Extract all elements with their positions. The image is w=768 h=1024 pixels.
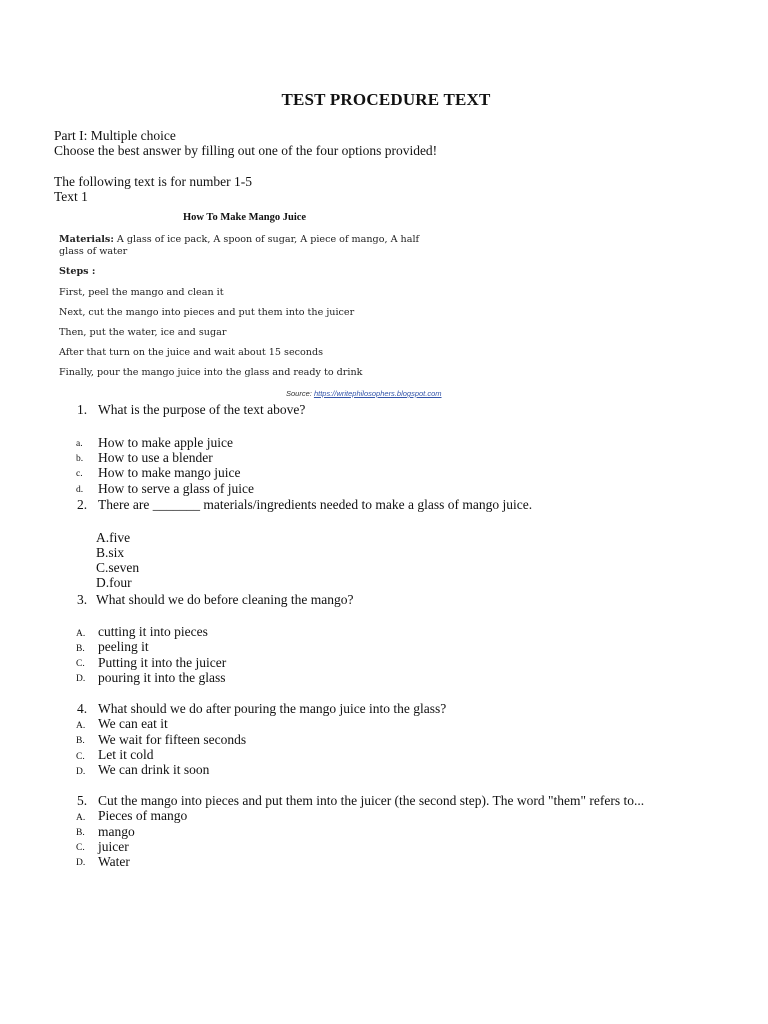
- question-number: 5.: [77, 793, 88, 808]
- option-letter: B.: [76, 644, 85, 654]
- option-text[interactable]: pouring it into the glass: [98, 670, 226, 685]
- part-heading: Part I: Multiple choice: [54, 128, 176, 143]
- option-text[interactable]: D.four: [96, 575, 132, 590]
- question-text: What should we do after pouring the mango juice into the glass?: [98, 701, 447, 716]
- option-text[interactable]: peeling it: [98, 639, 149, 654]
- option-letter: a.: [76, 439, 83, 449]
- option-text[interactable]: mango: [98, 824, 135, 839]
- option-letter: D.: [76, 858, 86, 868]
- option-text[interactable]: juicer: [98, 839, 129, 854]
- option-text[interactable]: We can drink it soon: [98, 762, 210, 777]
- option-letter: B.: [76, 736, 85, 746]
- steps-label: Steps :: [59, 266, 96, 277]
- option-text[interactable]: cutting it into pieces: [98, 624, 208, 639]
- following-text-note: The following text is for number 1-5: [54, 174, 252, 189]
- option-text[interactable]: How to use a blender: [98, 450, 213, 465]
- option-letter: b.: [76, 454, 84, 464]
- instruction-text: Choose the best answer by filling out one of the four options provided!: [54, 143, 438, 158]
- question-number: 4.: [77, 701, 88, 716]
- option-letter: D.: [76, 674, 86, 684]
- option-text[interactable]: How to make apple juice: [98, 435, 233, 450]
- step-item: Finally, pour the mango juice into the glass and ready to drink: [59, 367, 363, 378]
- question-text: What is the purpose of the text above?: [98, 402, 306, 417]
- source-label: Source:: [286, 389, 314, 398]
- question-text: There are _______ materials/ingredients needed to make a glass of mango juice.: [98, 497, 533, 512]
- step-item: Then, put the water, ice and sugar: [59, 327, 227, 338]
- option-text[interactable]: Pieces of mango: [98, 808, 188, 823]
- option-letter: A.: [76, 721, 86, 731]
- option-text[interactable]: C.seven: [96, 560, 140, 575]
- option-letter: A.: [76, 813, 86, 823]
- materials-list: A glass of ice pack, A spoon of sugar, A piece of mango, A half: [113, 234, 420, 245]
- step-item: Next, cut the mango into pieces and put them into the juicer: [59, 307, 355, 318]
- question-number: 2.: [77, 497, 88, 512]
- option-text[interactable]: We wait for fifteen seconds: [98, 732, 247, 747]
- option-letter: C.: [76, 843, 85, 853]
- option-text[interactable]: How to make mango juice: [98, 465, 241, 480]
- option-letter: A.: [76, 629, 86, 639]
- option-letter: c.: [76, 469, 83, 479]
- materials-label: Materials:: [59, 234, 114, 245]
- materials-line-2: glass of water: [59, 246, 128, 257]
- option-text[interactable]: Putting it into the juicer: [98, 655, 227, 670]
- text-label: Text 1: [54, 189, 88, 204]
- option-text[interactable]: Water: [98, 854, 130, 869]
- question-number: 3.: [77, 592, 88, 607]
- question-text: What should we do before cleaning the mango?: [96, 592, 354, 607]
- option-text[interactable]: How to serve a glass of juice: [98, 481, 254, 496]
- option-text[interactable]: We can eat it: [98, 716, 168, 731]
- step-item: First, peel the mango and clean it: [59, 287, 224, 298]
- question-number: 1.: [77, 402, 88, 417]
- option-text[interactable]: Let it cold: [98, 747, 154, 762]
- option-letter: B.: [76, 828, 85, 838]
- option-letter: C.: [76, 752, 85, 762]
- question-text: Cut the mango into pieces and put them into the juicer (the second step). The word "them" refers to...: [98, 793, 645, 808]
- option-letter: D.: [76, 767, 86, 777]
- option-letter: C.: [76, 659, 85, 669]
- option-text[interactable]: B.six: [96, 545, 125, 560]
- materials-line: [59, 234, 419, 246]
- option-text[interactable]: A.five: [96, 530, 131, 545]
- page-title: TEST PROCEDURE TEXT: [281, 90, 491, 109]
- option-letter: d.: [76, 485, 84, 495]
- text1-heading: How To Make Mango Juice: [183, 212, 307, 223]
- source-citation: [286, 389, 442, 398]
- source-link[interactable]: https://writephilosophers.blogspot.com: [313, 389, 442, 398]
- step-item: After that turn on the juice and wait about 15 seconds: [59, 347, 324, 358]
